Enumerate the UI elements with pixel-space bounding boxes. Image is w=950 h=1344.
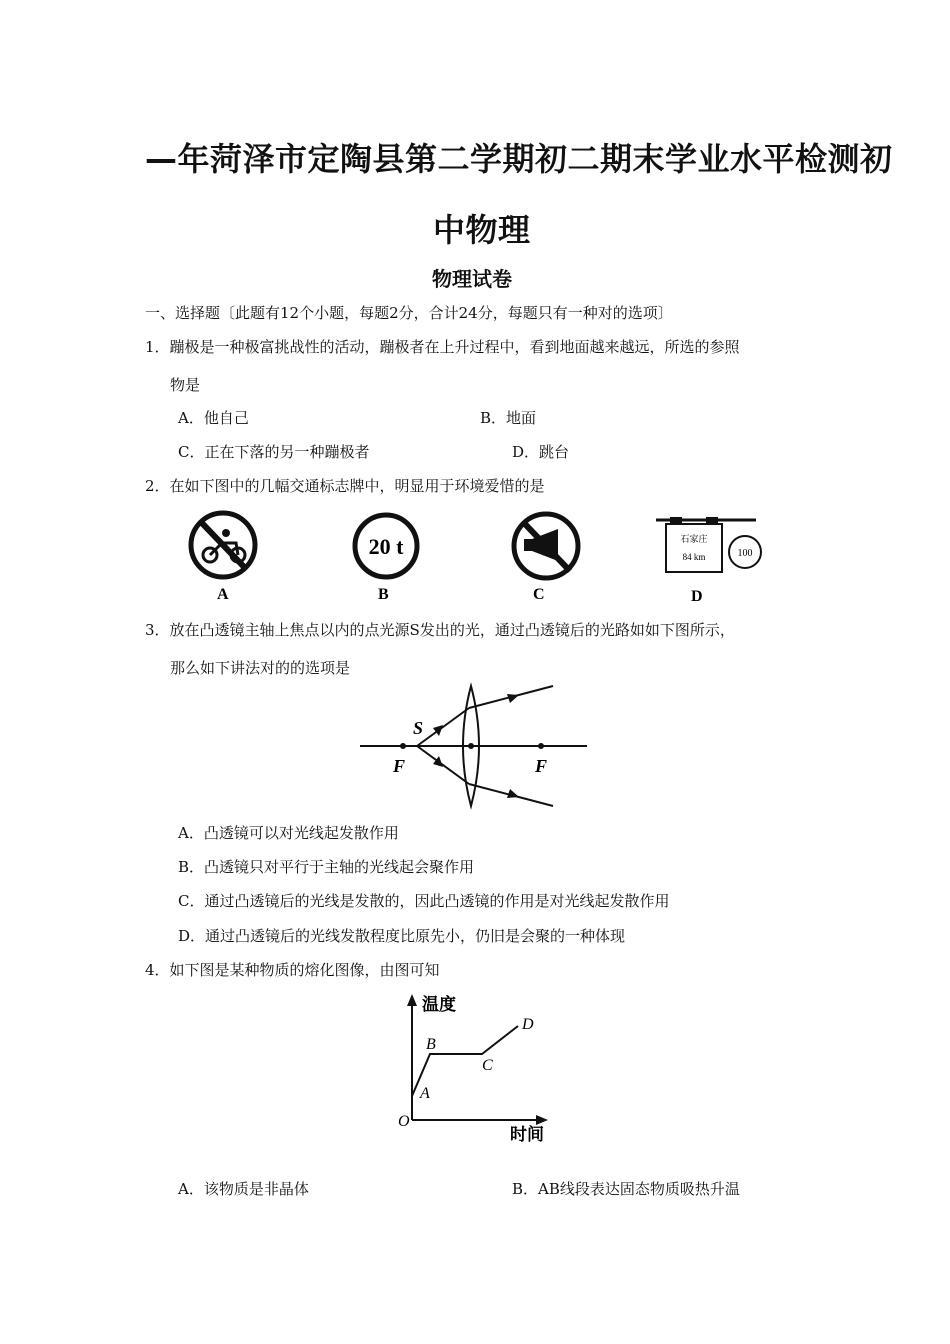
melting-graph-figure xyxy=(392,988,562,1148)
q3-stem-line-2: 那么如下讲法对的的选项是 xyxy=(170,659,351,677)
sign-d-speed: 100 xyxy=(737,548,753,559)
subtitle: 物理试卷 xyxy=(432,267,512,291)
graph-origin: O xyxy=(398,1113,410,1130)
sign-d-distance: 84 km xyxy=(682,552,706,562)
graph-point-d: D xyxy=(522,1016,534,1033)
title-line-2: 中物理 xyxy=(433,211,531,249)
q3-option-d: D．通过凸透镜后的光线发散程度比原先小，仍旧是会聚的一种体现 xyxy=(178,927,626,945)
lens-light-path-figure xyxy=(355,682,595,810)
q1-option-c: C．正在下落的另一种蹦极者 xyxy=(178,443,370,461)
q1-option-a: A．他自己 xyxy=(178,409,249,427)
q4-stem: 4．如下图是某种物质的熔化图像，由图可知 xyxy=(145,961,440,979)
section-header: 一、选择题〔此题有12个小题，每题2分，合计24分，每题只有一种对的选项〕 xyxy=(145,304,673,322)
q3-option-b: B．凸透镜只对平行于主轴的光线起会聚作用 xyxy=(178,858,475,876)
q1-option-d: D．跳台 xyxy=(512,443,570,461)
graph-point-c: C xyxy=(482,1057,493,1074)
q1-option-b: B．地面 xyxy=(480,409,537,427)
sign-d-label: D xyxy=(691,588,703,605)
q2-stem: 2．在如下图中的几幅交通标志牌中，明显用于环境爱惜的是 xyxy=(145,477,545,495)
sign-a-label: A xyxy=(217,586,229,603)
fig-f-left-label: F xyxy=(393,756,406,776)
graph-ylabel: 温度 xyxy=(422,995,456,1014)
sign-d-place: 石家庄 xyxy=(680,534,708,544)
sign-c-label: C xyxy=(533,586,545,603)
title-line-1: —年菏泽市定陶县第二学期初二期末学业水平检测初 xyxy=(145,140,893,178)
q4-option-b: B．AB线段表达固态物质吸热升温 xyxy=(512,1180,740,1198)
graph-point-b: B xyxy=(426,1036,436,1053)
q1-stem-line-1: 1．蹦极是一种极富挑战性的活动，蹦极者在上升过程中，看到地面越来越远，所选的参照 xyxy=(145,338,740,356)
q3-option-a: A．凸透镜可以对光线起发散作用 xyxy=(178,824,399,842)
q3-option-c: C．通过凸透镜后的光线是发散的，因此凸透镜的作用是对光线起发散作用 xyxy=(178,892,670,910)
sign-b-label: B xyxy=(378,586,389,603)
q3-stem-line-1: 3．放在凸透镜主轴上焦点以内的点光源S发出的光，通过凸透镜后的光路如如下图所示， xyxy=(145,621,735,639)
fig-s-label: S xyxy=(413,718,424,738)
sign-c-no-horn-icon xyxy=(514,514,578,578)
q1-stem-line-2: 物是 xyxy=(170,376,201,394)
sign-b-text: 20 t xyxy=(368,534,404,559)
graph-xlabel: 时间 xyxy=(510,1125,544,1144)
graph-point-a: A xyxy=(420,1085,430,1102)
q4-option-a: A．该物质是非晶体 xyxy=(178,1180,309,1198)
fig-f-right-label: F xyxy=(535,756,548,776)
traffic-signs-figure xyxy=(140,503,800,608)
sign-a-no-motorcycle-icon xyxy=(191,513,255,577)
sign-d-distance-sign-icon xyxy=(656,517,761,572)
